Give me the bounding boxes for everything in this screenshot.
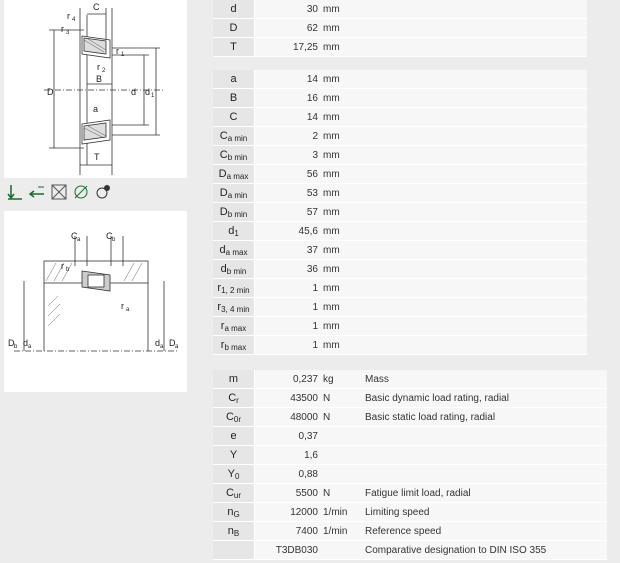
unit-cell — [320, 446, 359, 465]
unit-cell: mm — [320, 203, 359, 222]
label-Cb: C — [106, 231, 113, 241]
bearing-properties-table — [213, 370, 607, 560]
axial-load-icon — [28, 183, 46, 201]
symbol-cell: $n_G$ — [213, 503, 255, 522]
symbol-cell: $D_{a max}$ — [213, 165, 255, 184]
table-row — [213, 127, 587, 146]
symbol-cell: $d_1$ — [213, 222, 255, 241]
main-dimensions-table — [213, 0, 587, 57]
symbol-cell: a — [213, 70, 255, 89]
value-cell: 43500 — [255, 389, 321, 408]
unit-cell: mm — [320, 165, 359, 184]
table-row — [213, 38, 587, 57]
table-row — [213, 484, 607, 503]
bearing-feature-icons — [6, 183, 116, 203]
label-ra: r — [121, 301, 124, 311]
table-row — [213, 146, 587, 165]
table-row — [213, 298, 587, 317]
table-row — [213, 541, 607, 560]
label-Ca: C — [71, 231, 78, 241]
unit-cell: mm — [320, 0, 359, 19]
label-rb: r — [61, 261, 64, 271]
svg-text:a: a — [126, 307, 130, 313]
table-row — [213, 0, 587, 19]
description-cell: Comparative designation to DIN ISO 355 — [359, 541, 607, 560]
label-B: B — [96, 74, 103, 84]
symbol-cell: $C_{a min}$ — [213, 127, 255, 146]
unit-cell: mm — [320, 317, 359, 336]
label-T: T — [94, 152, 100, 162]
unit-cell: mm — [320, 127, 359, 146]
unit-cell: mm — [320, 298, 359, 317]
table-row — [213, 165, 587, 184]
table-row — [213, 184, 587, 203]
lubrication-icon — [94, 183, 112, 201]
table-row — [213, 370, 607, 389]
description-cell — [359, 427, 607, 446]
symbol-cell: $r_{b max}$ — [213, 336, 255, 355]
value-cell: 48000 — [255, 408, 321, 427]
svg-text:a: a — [160, 344, 164, 350]
unit-cell — [320, 427, 359, 446]
value-cell: 30 — [255, 0, 321, 19]
symbol-cell: $r_{a max}$ — [213, 317, 255, 336]
svg-text:3: 3 — [66, 30, 70, 36]
table-row — [213, 70, 587, 89]
svg-text:a: a — [175, 344, 179, 350]
value-cell: 37 — [255, 241, 321, 260]
symbol-cell: $r_{1, 2 min}$ — [213, 279, 255, 298]
table-row — [213, 203, 587, 222]
value-cell: 0,88 — [255, 465, 321, 484]
svg-text:1: 1 — [121, 52, 125, 58]
mounting-dimensions-table — [213, 70, 587, 355]
label-a: a — [93, 104, 99, 114]
value-cell: 57 — [255, 203, 321, 222]
unit-cell: mm — [320, 336, 359, 355]
value-cell: 2 — [255, 127, 321, 146]
table-row — [213, 336, 587, 355]
symbol-cell: D — [213, 19, 255, 38]
symbol-cell: $Y_0$ — [213, 465, 255, 484]
svg-text:b: b — [14, 344, 18, 350]
label-da: d — [23, 338, 29, 348]
value-cell: 36 — [255, 260, 321, 279]
unit-cell: mm — [320, 146, 359, 165]
svg-text:4: 4 — [72, 17, 76, 23]
description-cell: Basic static load rating, radial — [359, 408, 607, 427]
mounting-dimension-drawing — [4, 211, 187, 392]
symbol-cell: e — [213, 427, 255, 446]
svg-text:b: b — [66, 267, 70, 273]
symbol-cell: T — [213, 38, 255, 57]
value-cell: 1 — [255, 317, 321, 336]
symbol-cell: B — [213, 89, 255, 108]
table-row — [213, 446, 607, 465]
symbol-cell: C — [213, 108, 255, 127]
label-r4: r — [67, 11, 70, 21]
value-cell: 16 — [255, 89, 321, 108]
unit-cell: N — [320, 484, 359, 503]
unit-cell: mm — [320, 108, 359, 127]
table-row — [213, 19, 587, 38]
svg-text:2: 2 — [102, 68, 106, 74]
unit-cell: kg — [320, 370, 359, 389]
unit-cell: mm — [320, 38, 359, 57]
unit-cell: 1/min — [320, 522, 359, 541]
table-row — [213, 260, 587, 279]
value-cell: 14 — [255, 108, 321, 127]
unit-cell: mm — [320, 241, 359, 260]
value-cell: 45,6 — [255, 222, 321, 241]
label-Da: D — [169, 338, 176, 348]
symbol-cell: $d_{b min}$ — [213, 260, 255, 279]
value-cell: 3 — [255, 146, 321, 165]
value-cell: 14 — [255, 70, 321, 89]
value-cell: 5500 — [255, 484, 321, 503]
table-row — [213, 317, 587, 336]
table-row — [213, 427, 607, 446]
unit-cell: mm — [320, 279, 359, 298]
label-Db: D — [8, 338, 15, 348]
table-row — [213, 241, 587, 260]
svg-text:b: b — [112, 237, 116, 243]
symbol-cell: $C_{ur}$ — [213, 484, 255, 503]
label-d: d — [131, 87, 137, 97]
table-row — [213, 503, 607, 522]
description-cell: Basic dynamic load rating, radial — [359, 389, 607, 408]
value-cell: 12000 — [255, 503, 321, 522]
unit-cell: mm — [320, 19, 359, 38]
value-cell: 0,237 — [255, 370, 321, 389]
table-row — [213, 222, 587, 241]
bearing-dimension-drawing — [4, 0, 187, 178]
symbol-cell: $d_{a max}$ — [213, 241, 255, 260]
description-cell — [359, 465, 607, 484]
symbol-cell: d — [213, 0, 255, 19]
unit-cell — [320, 541, 359, 560]
unit-cell: mm — [320, 184, 359, 203]
symbol-cell — [213, 541, 255, 560]
symbol-cell: $C_{0r}$ — [213, 408, 255, 427]
value-cell: 56 — [255, 165, 321, 184]
table-row — [213, 279, 587, 298]
value-cell: 1 — [255, 336, 321, 355]
label-r1: r — [116, 46, 119, 56]
value-cell: 1,6 — [255, 446, 321, 465]
table-row — [213, 389, 607, 408]
label-C: C — [93, 2, 100, 12]
label-D: D — [47, 87, 54, 97]
label-r2: r — [97, 62, 100, 72]
unit-cell: 1/min — [320, 503, 359, 522]
unit-cell: mm — [320, 89, 359, 108]
description-cell: Mass — [359, 370, 607, 389]
table-row — [213, 89, 587, 108]
label-d1: d — [145, 87, 151, 97]
symbol-cell: $D_{b min}$ — [213, 203, 255, 222]
svg-text:1: 1 — [151, 93, 155, 99]
value-cell: 17,25 — [255, 38, 321, 57]
label-db: d — [155, 338, 161, 348]
radial-load-icon — [6, 183, 24, 201]
symbol-cell: $C_r$ — [213, 389, 255, 408]
symbol-cell: $r_{3, 4 min}$ — [213, 298, 255, 317]
value-cell: 1 — [255, 298, 321, 317]
value-cell: 7400 — [255, 522, 321, 541]
value-cell: 1 — [255, 279, 321, 298]
unit-cell: mm — [320, 260, 359, 279]
table-row — [213, 408, 607, 427]
svg-text:a: a — [77, 237, 81, 243]
unit-cell: N — [320, 389, 359, 408]
unit-cell — [320, 465, 359, 484]
label-r3: r — [61, 24, 64, 34]
not-sealed-icon — [72, 183, 90, 201]
table-row — [213, 108, 587, 127]
unit-cell: mm — [320, 222, 359, 241]
description-cell: Fatigue limit load, radial — [359, 484, 607, 503]
unit-cell: N — [320, 408, 359, 427]
value-cell: T3DB030 — [255, 541, 321, 560]
symbol-cell: m — [213, 370, 255, 389]
value-cell: 53 — [255, 184, 321, 203]
symbol-cell: $C_{b min}$ — [213, 146, 255, 165]
description-cell: Reference speed — [359, 522, 607, 541]
value-cell: 0,37 — [255, 427, 321, 446]
unit-cell: mm — [320, 70, 359, 89]
svg-text:a: a — [28, 344, 32, 350]
description-cell: Limiting speed — [359, 503, 607, 522]
no-separable-icon — [50, 183, 68, 201]
description-cell — [359, 446, 607, 465]
value-cell: 62 — [255, 19, 321, 38]
symbol-cell: Y — [213, 446, 255, 465]
table-row — [213, 522, 607, 541]
table-row — [213, 465, 607, 484]
symbol-cell: $D_{a min}$ — [213, 184, 255, 203]
symbol-cell: $n_B$ — [213, 522, 255, 541]
